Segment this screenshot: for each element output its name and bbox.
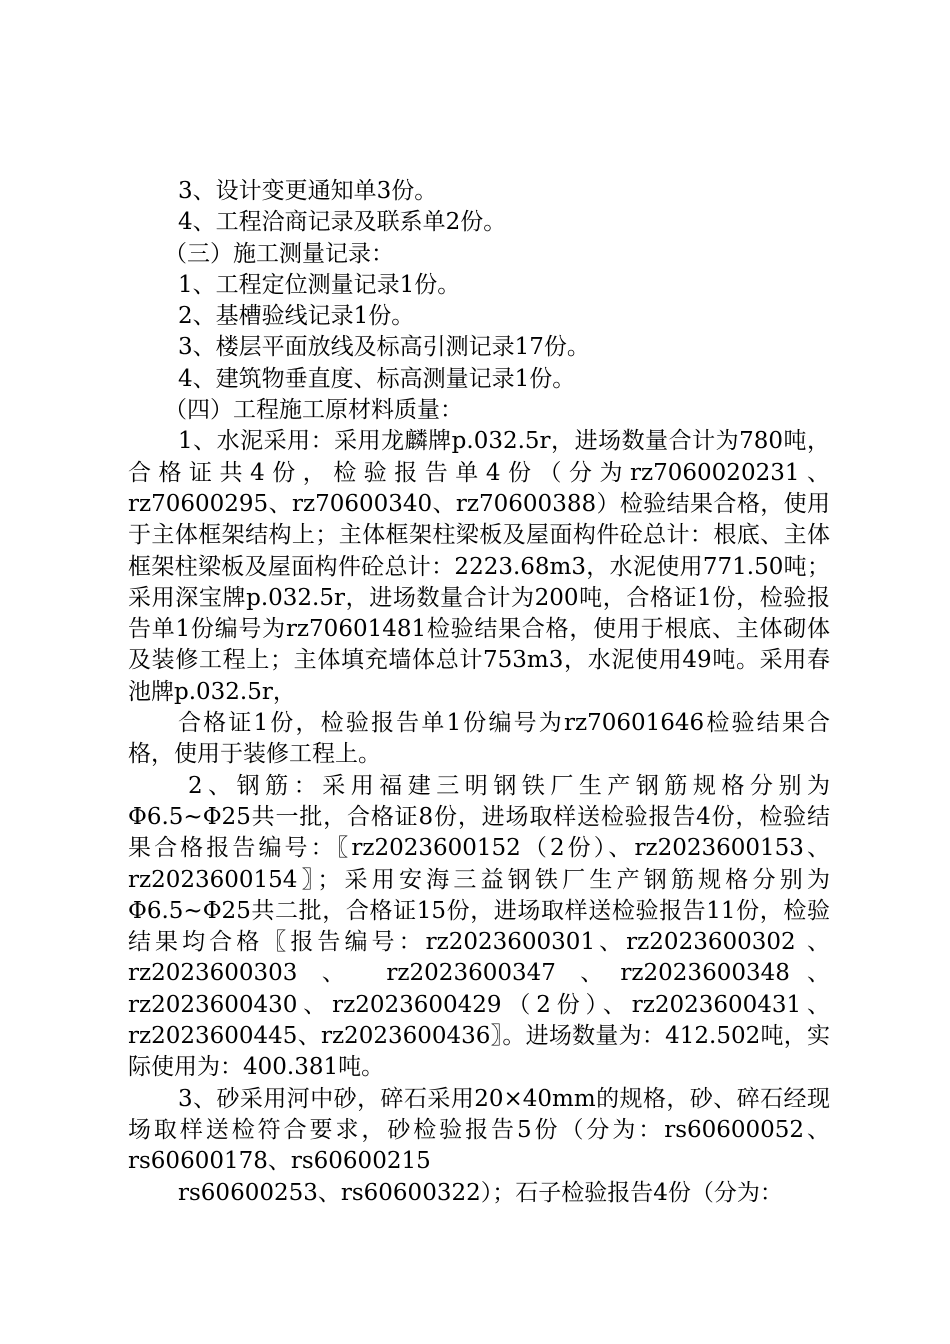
paragraph: 4、建筑物垂直度、标高测量记录1份。: [178, 365, 576, 392]
paragraph: 合格证1份，检验报告单1份编号为rz70601646检验结果合格，使用于装修工程上。: [128, 710, 830, 768]
paragraph-steel: 2、钢筋：采用福建三明钢铁厂生产钢筋规格分别为Φ6.5~Φ25共一批，合格证8份，进场取样送检验报告4份，检验结果合格报告编号：〖rz2023600152（2份）、rz2023600153、rz2023600154〗；采用安海三益钢铁厂生产钢筋规格分别为Φ6.5~Φ25共二批，合格证15份，进场取样送检验报告11份，检验结果均合格〖报告编号：rz2023600301、rz2023600302 、 rz2023600303 、 rz2023600347 、rz2023600348、rz2023600430、rz2023600429（2份）、rz2023600431、rz2023600445、rz2023600436〗。进场数量为：412.502吨，实际使用为：400.381吨。: [128, 772, 830, 1081]
section-heading: （三）施工测量记录：: [164, 240, 394, 267]
paragraph: rs60600253、rs60600322）；石子检验报告4份（分为：: [178, 1179, 783, 1206]
paragraph-cement: 1、水泥采用：采用龙麟牌p.032.5r，进场数量合计为780吨，合格证共4份，检验报告单4份（分为rz7060020231、rz70600295、rz70600340、rz70600388）检验结果合格，使用于主体框架结构上；主体框架柱梁板及屋面构件砼总计：根底、主体框架柱梁板及屋面构件砼总计：2223.68m3，水泥使用771.50吨；采用深宝牌p.032.5r，进场数量合计为200吨，合格证1份，检验报告单1份编号为rz70601481检验结果合格，使用于根底、主体砌体及装修工程上；主体填充墙体总计753m3，水泥使用49吨。采用春池牌p.032.5r，: [128, 428, 830, 705]
paragraph: 4、工程洽商记录及联系单2份。: [178, 209, 507, 236]
section-heading: （四）工程施工原材料质量：: [164, 397, 463, 424]
paragraph: 2、基槽验线记录1份。: [178, 303, 415, 330]
paragraph-sand: 3、砂采用河中砂，碎石采用20×40mm的规格，砂、碎石经现场取样送检符合要求，砂检验报告5份（分为：rs60600052、rs60600178、rs60600215: [128, 1085, 830, 1175]
paragraph: 3、楼层平面放线及标高引测记录17份。: [178, 334, 590, 361]
paragraph: 3、设计变更通知单3份。: [178, 178, 438, 204]
paragraph: 1、工程定位测量记录1份。: [178, 271, 461, 298]
document-body: [128, 176, 830, 1209]
